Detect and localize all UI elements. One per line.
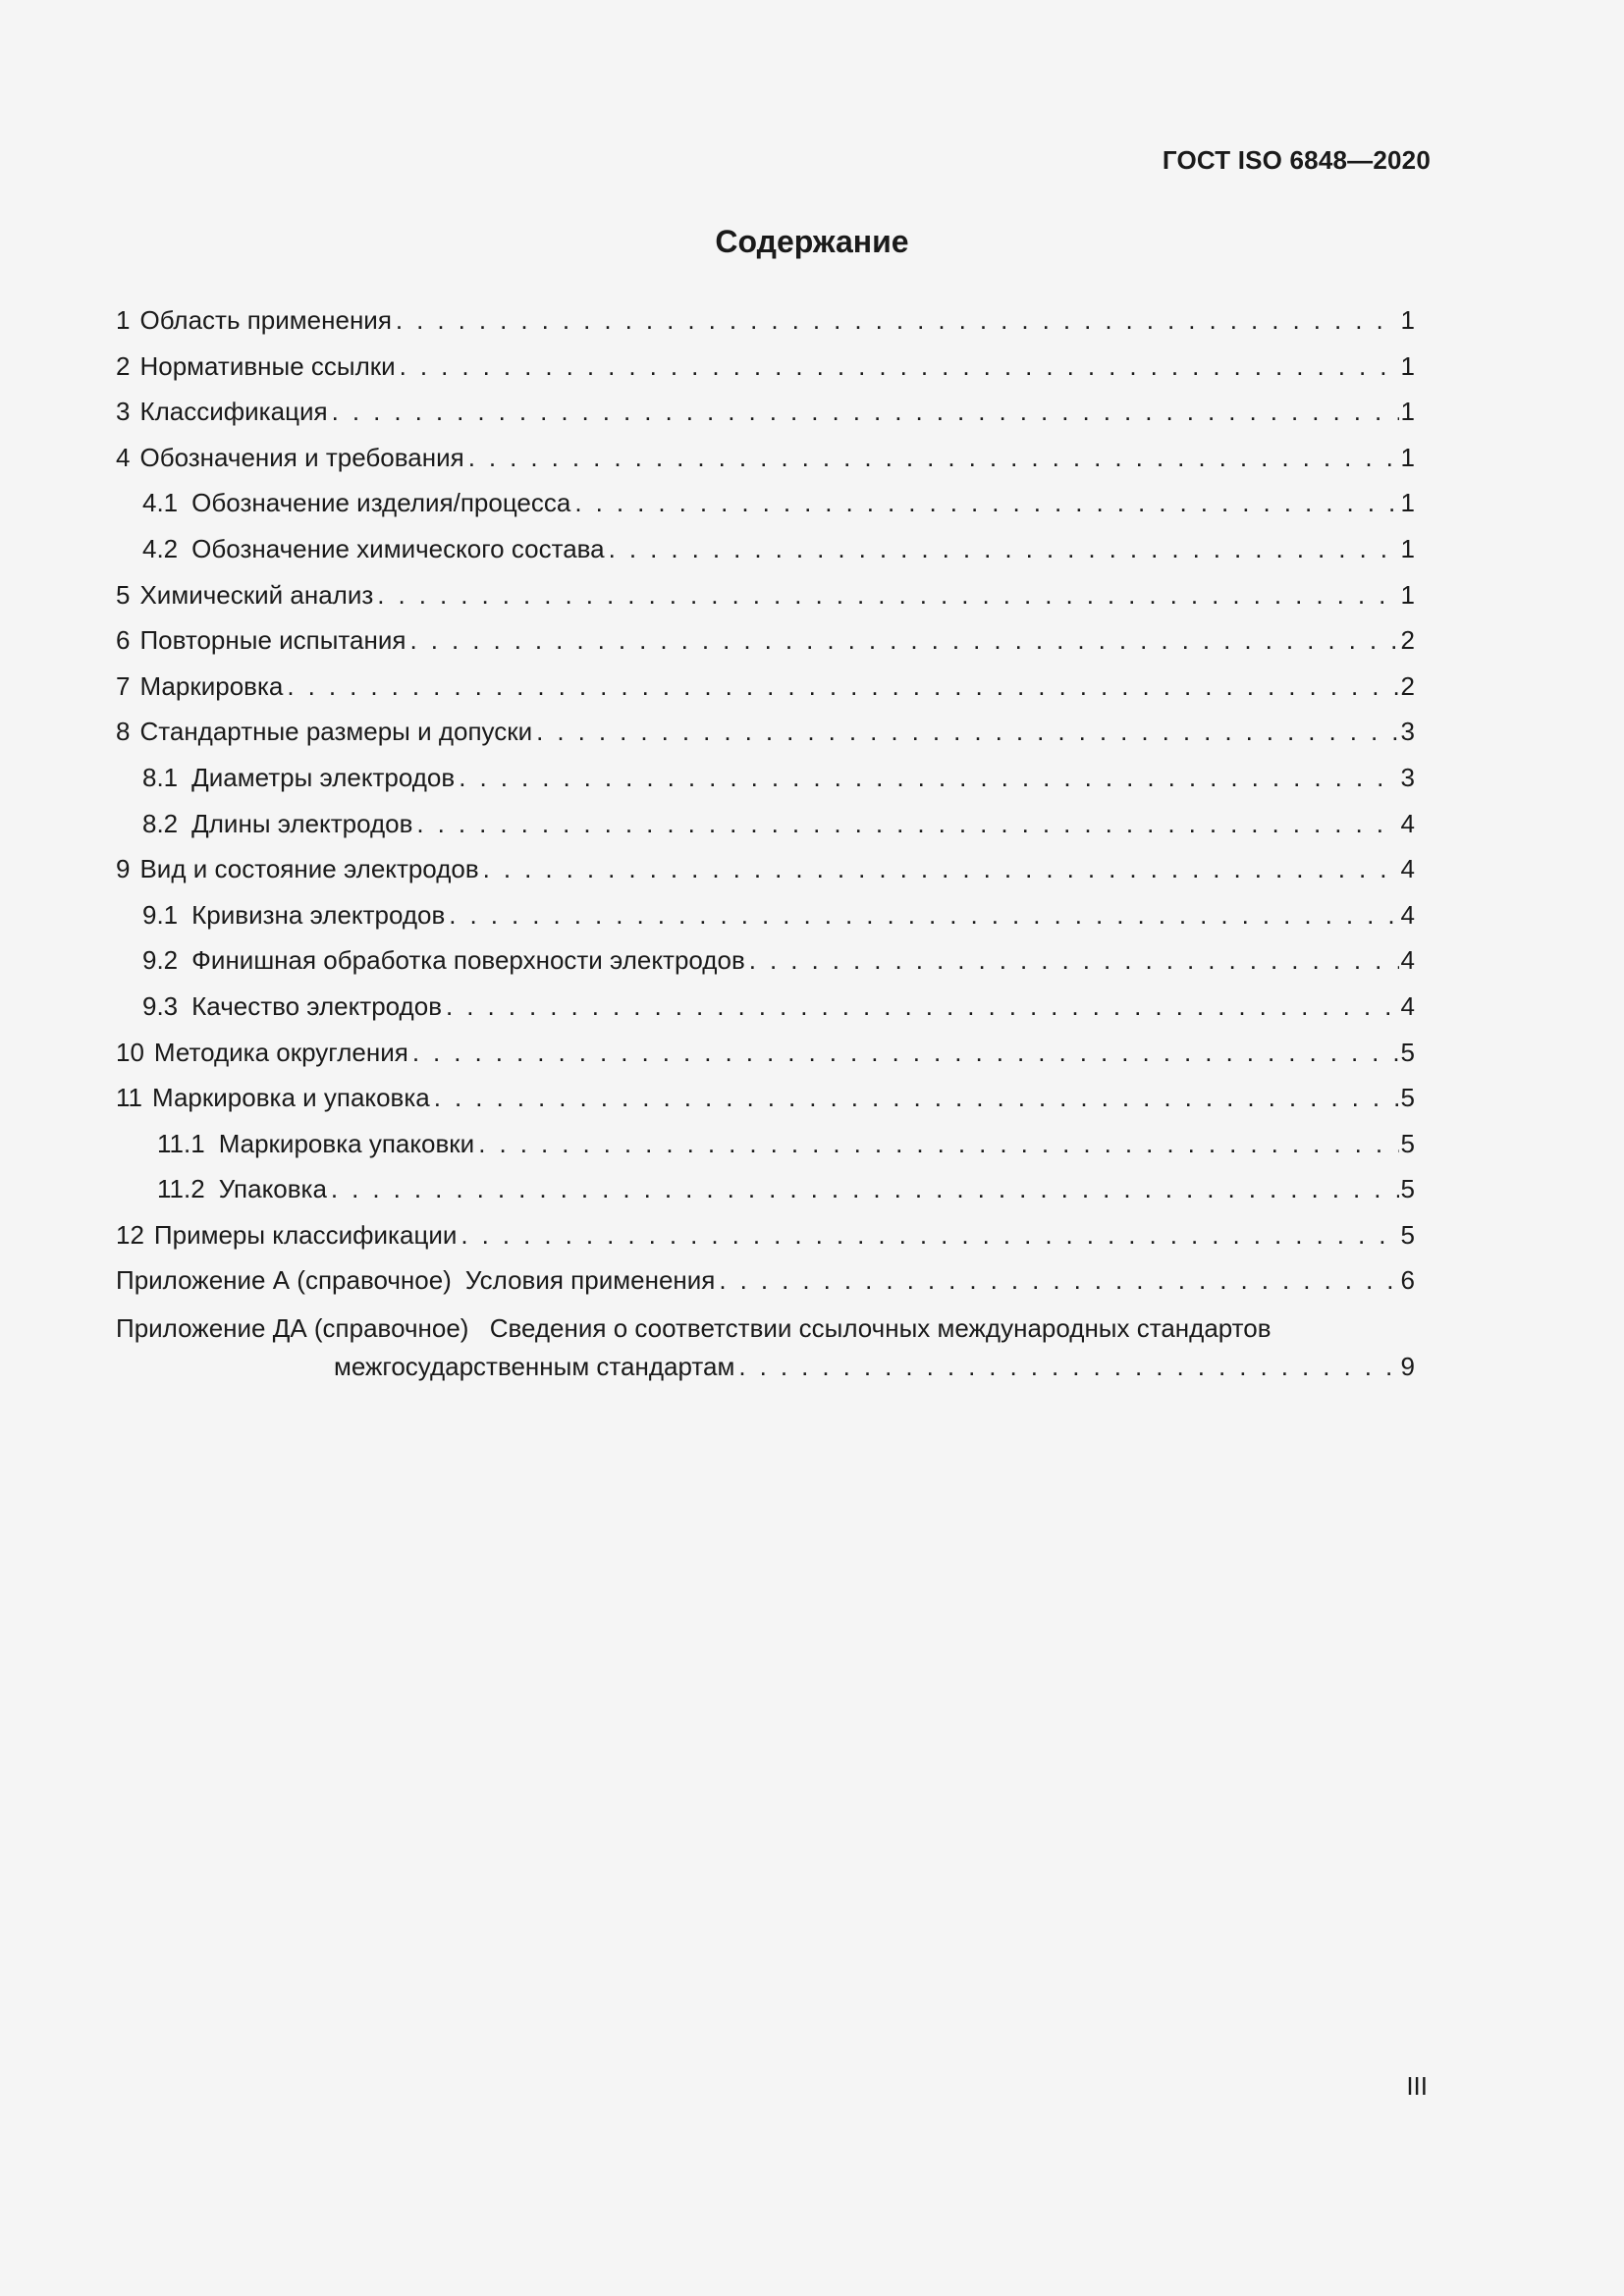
toc-entry-number: 8.2 [142,808,179,838]
toc-entry-number: 11.2 [157,1174,205,1204]
toc-entry-label: Кривизна электродов [191,899,446,930]
toc-entry-number: 11.1 [157,1128,205,1158]
toc-entry-page: 1 [1400,579,1415,610]
toc-entry[interactable] [116,664,1415,710]
toc-entry-number: 1 [116,305,131,335]
toc-entry-label: Методика округления [153,1037,408,1067]
toc-leader-dots [478,1121,1398,1167]
toc-entry-page: 3 [1400,762,1415,792]
toc-leader-dots [377,572,1398,618]
toc-entry[interactable] [116,801,1415,847]
toc-entry-number: 5 [116,579,131,610]
toc-entry-number: 4 [116,442,131,472]
toc-leader-dots [396,297,1399,344]
toc-entry-number: 11 [116,1083,142,1113]
toc-entry-number: 2 [116,350,131,381]
toc-leader-dots [446,984,1399,1030]
toc-leader-dots [434,1075,1399,1121]
toc-entry-page: 4 [1400,990,1415,1021]
toc-entry-number: 12 [116,1219,144,1250]
toc-entry-label: Диаметры электродов [191,762,456,792]
toc-leader-dots [400,344,1399,390]
toc-entry-label: Длины электродов [191,808,413,838]
toc-entry-page: 1 [1400,350,1415,381]
toc-entry[interactable] [116,572,1415,618]
toc-entry-label: Сведения о соответствии ссылочных международных стандартов [489,1313,1272,1344]
toc-leader-dots [460,1212,1398,1258]
toc-entry-number: 3 [116,397,131,427]
toc-leader-dots [609,526,1399,572]
toc-leader-dots [468,435,1399,481]
toc-entry[interactable] [116,846,1415,892]
toc-entry-number: 8.1 [142,762,179,792]
toc-entry-number: 10 [116,1037,144,1067]
toc-entry-line [116,1348,1415,1386]
toc-entry-label: Обозначения и требования [139,442,464,472]
toc-entry-page: 4 [1400,945,1415,976]
toc-leader-dots [416,801,1398,847]
toc-entry[interactable] [116,435,1415,481]
toc-entry[interactable] [116,1166,1415,1212]
toc-leader-dots [536,709,1398,755]
toc-entry-label: Область применения [139,305,392,335]
toc-entry-page: 5 [1400,1219,1415,1250]
toc-entry[interactable] [116,1212,1415,1258]
toc-entry-appendix-a[interactable] [116,1257,1415,1304]
table-of-contents [116,297,1415,1386]
toc-entry-page: 3 [1400,717,1415,747]
toc-entry-page: 9 [1400,1352,1415,1382]
toc-entry[interactable] [116,892,1415,938]
toc-entry-label: Обозначение изделия/процесса [191,488,571,518]
toc-entry-label: Примеры классификации [153,1219,458,1250]
toc-entry-page: 5 [1400,1083,1415,1113]
toc-leader-dots [459,755,1398,801]
toc-entry-page: 4 [1400,854,1415,884]
toc-entry-number: 9.1 [142,899,179,930]
toc-entry-page: 2 [1400,670,1415,701]
page-number: III [1406,2071,1428,2101]
toc-entry-prefix: Приложение А (справочное) [116,1265,452,1296]
toc-entry-number: 9.3 [142,990,179,1021]
toc-entry-page: 5 [1400,1037,1415,1067]
toc-entry-label: Маркировка и упаковка [152,1083,430,1113]
toc-entry-page: 1 [1400,442,1415,472]
toc-entry-page: 1 [1400,533,1415,563]
toc-entry-prefix: Приложение ДА (справочное) [116,1313,469,1344]
toc-leader-dots [749,937,1399,984]
toc-entry-page: 4 [1400,808,1415,838]
toc-entry[interactable] [116,389,1415,435]
toc-entry-label: Финишная обработка поверхности электродов [191,945,745,976]
toc-entry-page: 1 [1400,488,1415,518]
toc-entry-label: Упаковка [218,1174,327,1204]
toc-entry-page: 1 [1400,397,1415,427]
toc-entry-label: Повторные испытания [139,625,406,656]
toc-entry-page: 1 [1400,305,1415,335]
toc-entry-label: Химический анализ [139,579,374,610]
toc-entry[interactable] [116,709,1415,755]
toc-leader-dots [449,892,1398,938]
toc-entry[interactable] [116,1030,1415,1076]
toc-entry-label: Условия применения [464,1265,716,1296]
toc-leader-dots [719,1257,1398,1304]
toc-entry-page: 5 [1400,1128,1415,1158]
toc-entry[interactable] [116,617,1415,664]
toc-entry[interactable] [116,984,1415,1030]
toc-entry-page: 5 [1400,1174,1415,1204]
toc-entry[interactable] [116,1121,1415,1167]
toc-entry-label: Обозначение химического состава [191,533,605,563]
toc-leader-dots [331,1166,1399,1212]
toc-entry-label: Нормативные ссылки [139,350,396,381]
toc-entry-number: 6 [116,625,131,656]
toc-entry[interactable] [116,526,1415,572]
toc-leader-dots [287,664,1398,710]
toc-entry-number: 4.1 [142,488,179,518]
toc-entry-page: 2 [1400,625,1415,656]
toc-entry-label: Стандартные размеры и допуски [139,717,533,747]
toc-entry-label: Качество электродов [191,990,443,1021]
toc-entry[interactable] [116,755,1415,801]
toc-leader-dots [738,1348,1398,1386]
toc-entry-number: 4.2 [142,533,179,563]
toc-leader-dots [412,1030,1399,1076]
document-header: ГОСТ ISO 6848—2020 [1162,145,1431,175]
toc-entry[interactable] [116,1075,1415,1121]
toc-entry-number: 9.2 [142,945,179,976]
toc-entry-number: 7 [116,670,131,701]
toc-entry[interactable] [116,480,1415,526]
toc-leader-dots [332,389,1399,435]
toc-entry-number: 8 [116,717,131,747]
toc-entry-label: Вид и состояние электродов [139,854,479,884]
toc-entry-appendix-da[interactable] [116,1309,1415,1386]
toc-leader-dots [574,480,1398,526]
toc-list [116,297,1415,1257]
toc-entry-label-continued: межгосударственным стандартам [334,1352,735,1382]
toc-entry[interactable] [116,297,1415,344]
toc-entry-number: 9 [116,854,131,884]
toc-leader-dots [483,846,1399,892]
toc-entry-line [116,1309,1415,1348]
toc-entry[interactable] [116,937,1415,984]
toc-entry-label: Классификация [139,397,328,427]
toc-entry-page: 4 [1400,899,1415,930]
toc-entry[interactable] [116,344,1415,390]
toc-entry-page: 6 [1400,1265,1415,1296]
page-title: Содержание [715,224,909,259]
toc-leader-dots [409,617,1398,664]
toc-entry-label: Маркировка [139,670,284,701]
toc-entry-label: Маркировка упаковки [218,1128,475,1158]
